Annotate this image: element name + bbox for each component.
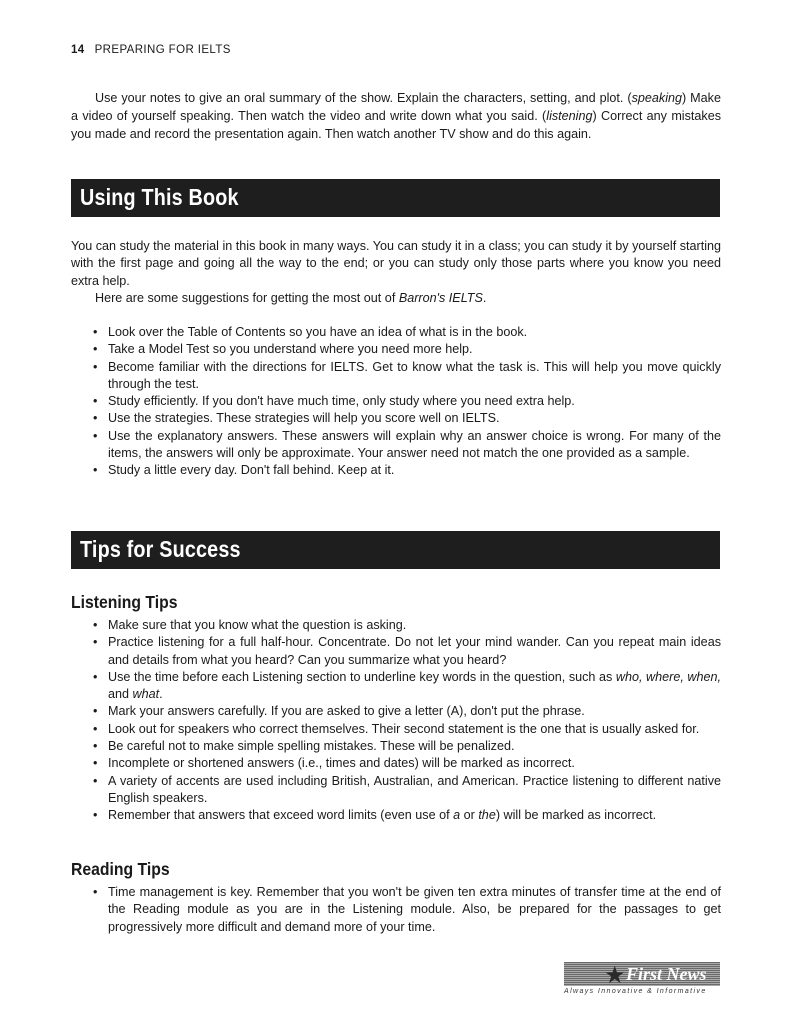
page-number: 14 <box>71 44 85 56</box>
list-item: • Become familiar with the directions for IELTS. Get to know what the task is. This will help you move quickly through the test. <box>71 359 721 394</box>
list-item: • Study a little every day. Don't fall behind. Keep at it. <box>71 462 721 479</box>
list-item <box>71 669 721 704</box>
list-item: • Time management is key. Remember that you won't be given ten extra minutes of transfer time at the end of the Reading module as you are in the Listening module. Also, be prepared for the passages to get progressively more difficult and demand more of your time. <box>71 884 721 936</box>
b3-and: and <box>108 687 133 702</box>
using-book-text <box>71 238 721 308</box>
using-book-para-2 <box>71 290 721 307</box>
section-heading: Using This Book <box>80 184 239 210</box>
listening-tips-heading: Listening Tips <box>71 592 178 612</box>
intro-em-listening: listening <box>546 109 593 123</box>
section-banner-using-this-book <box>71 179 720 217</box>
list-item: • Take a Model Test so you understand where you need more help. <box>71 341 721 358</box>
list-item: • Be careful not to make simple spelling mistakes. These will be penalized. <box>71 738 721 755</box>
list-item: • Incomplete or shortened answers (i.e., times and dates) will be marked as incorrect. <box>71 755 721 772</box>
reading-tips-list <box>71 884 721 936</box>
para2-text: Here are some suggestions for getting the most out of <box>95 291 399 306</box>
first-news-logo <box>564 962 722 998</box>
running-head <box>71 44 231 56</box>
list-item: • Practice listening for a full half-hour. Concentrate. Do not let your mind wander. Can you repeat main ideas and details from what you heard? Can you summarize what you heard? <box>71 634 721 669</box>
running-head-title: PREPARING FOR IELTS <box>94 44 231 56</box>
para2-end: . <box>482 291 487 306</box>
list-item: • Use the explanatory answers. These answers will explain why an answer choice is wrong. For many of the items, the answers will only be approximate. Your answer need not match the one provided as a sample. <box>71 428 721 463</box>
list-item: • Look over the Table of Contents so you have an idea of what is in the book. <box>71 324 721 341</box>
logo-brand: First News <box>626 964 707 984</box>
list-item: • Mark your answers carefully. If you are asked to give a letter (A), don't put the phrase. <box>71 703 721 720</box>
b3-em-2: what <box>132 687 160 702</box>
intro-text-2: ) Make a video of yourself speaking. Then watch the video and write down what you said. ( <box>71 91 721 123</box>
list-item: • Use the strategies. These strategies will help you score well on IELTS. <box>71 410 721 427</box>
list-item: • Look out for speakers who correct themselves. Their second statement is the one that is usually asked for. <box>71 721 721 738</box>
using-book-para-1: You can study the material in this book in many ways. You can study it in a class; you can study it by yourself starting with the first page and going all the way to the end; or you can study only those parts where you know you need extra help. <box>71 239 721 288</box>
list-item: • A variety of accents are used including British, Australian, and American. Practice listening to different native English speakers. <box>71 773 721 808</box>
list-item: • Make sure that you know what the question is asking. <box>71 617 721 634</box>
intro-text-1: Use your notes to give an oral summary of the show. Explain the characters, setting, and plot. ( <box>95 91 632 105</box>
b9-text: Remember that answers that exceed word limits (even use of <box>108 808 454 823</box>
star-icon: ★ <box>604 962 626 989</box>
logo-tagline: Always Innovative & Informative <box>564 988 707 995</box>
intro-text-3: ) Correct any mistakes you made and record the presentation again. Then watch another TV show and do this again. <box>71 109 722 141</box>
b9-end: ) will be marked as incorrect. <box>495 808 657 823</box>
section-heading: Tips for Success <box>80 536 241 562</box>
list-item <box>71 807 721 824</box>
list-item: • Study efficiently. If you don't have much time, only study where you need extra help. <box>71 393 721 410</box>
b9-or: or <box>460 808 479 823</box>
b3-em-1: who, where, when, <box>615 669 721 684</box>
listening-tips-list <box>71 617 721 825</box>
b3-text: Use the time before each Listening section to underline key words in the question, such as <box>108 669 616 684</box>
using-book-list <box>71 324 721 480</box>
book-title: Barron's IELTS <box>398 291 483 306</box>
b3-end: . <box>159 687 163 702</box>
section-banner-tips-for-success <box>71 531 720 569</box>
b9-em-the: the <box>478 808 496 823</box>
b9-em-a: a <box>453 808 461 823</box>
intro-paragraph <box>71 89 721 143</box>
intro-em-speaking: speaking <box>631 91 683 105</box>
reading-tips-heading: Reading Tips <box>71 859 170 879</box>
